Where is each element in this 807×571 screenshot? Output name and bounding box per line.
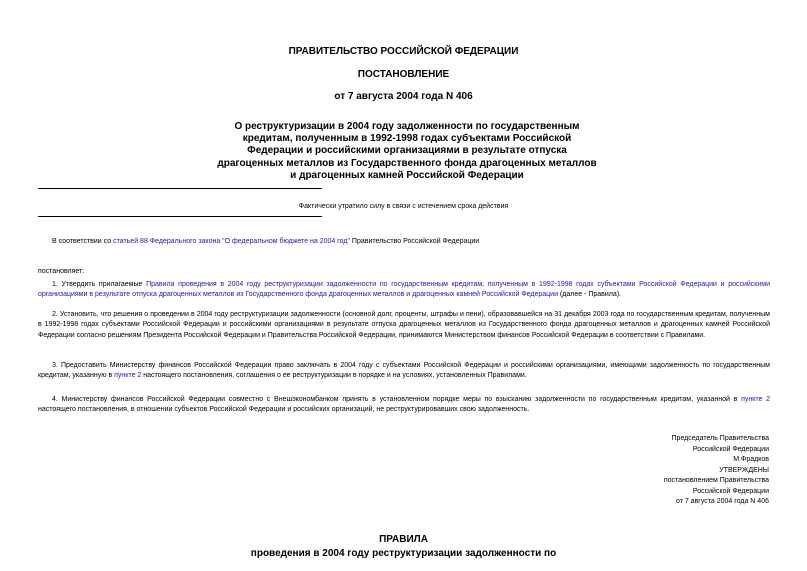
paragraph-3 bbox=[38, 361, 770, 382]
status-note: Фактически утратило силу в связи с истечением срока действия bbox=[298, 203, 509, 210]
approval-line: постановлением Правительства bbox=[663, 477, 769, 484]
signature-line: Российской Федерации bbox=[692, 445, 769, 453]
resolves-word: постановляет: bbox=[38, 268, 85, 275]
clause-2-link[interactable]: пункте 2 bbox=[114, 372, 142, 380]
title-line: и драгоценных камней Российской Федерации bbox=[290, 169, 524, 181]
signature-line: М.Фрадков bbox=[733, 456, 769, 463]
approval-line: от 7 августа 2004 года N 406 bbox=[675, 498, 769, 505]
clause-2-link[interactable]: пункте 2 bbox=[741, 396, 770, 403]
p1-text-pre: 1. Утвердить прилагаемые bbox=[52, 281, 147, 288]
title-line: драгоценных металлов из Государственного фонда драгоценных металлов bbox=[217, 157, 597, 169]
preamble bbox=[38, 237, 770, 247]
p1-text-post: (далее - Правила). bbox=[557, 291, 622, 299]
approval-line: Российской Федерации bbox=[692, 487, 769, 495]
preamble-text-pre: В соответствии со bbox=[52, 238, 114, 245]
divider-bottom bbox=[38, 216, 322, 217]
title-line: О реструктуризации в 2004 году задолженности по государственным bbox=[234, 121, 580, 132]
preamble-text-post: Правительство Российской Федерации bbox=[349, 238, 480, 245]
federal-law-article-88-link[interactable]: статьей 88 Федерального закона "О федеральном бюджете на 2004 год" bbox=[113, 238, 350, 245]
document-title bbox=[200, 121, 614, 182]
government-heading: ПРАВИТЕЛЬСТВО РОССИЙСКОЙ ФЕДЕРАЦИИ bbox=[288, 46, 519, 57]
document-date-number: от 7 августа 2004 года N 406 bbox=[334, 91, 473, 102]
paragraph-4 bbox=[38, 395, 770, 416]
rules-heading: ПРАВИЛА bbox=[379, 534, 428, 545]
p2-text: 2. Установить, что решения о проведении в 2004 году реструктуризации задолженности (основной долг, проценты, штрафы и пени), образовавшейся на 31 декабря 2003 года по государственным кредитам, полученным в 1992-1998 годах субъектами Российской Федерации и российскими организациями в результате отпуска драгоценных металлов из Государственного фонда драгоценных металлов и драгоценных камней Российской Федерации согласно решениям Президента Российской Федерации и Правительства Российской Федерации, принимаются Министерством финансов Российской Федерации в соответствии с Правилами. bbox=[38, 311, 770, 339]
p3-text-pre: 3. Предоставить Министерству финансов Российской Федерации право заключать в 2004 году с субъектами Российской Федерации и российскими организациями, имеющими задолженность по государственным кредитам, указанную в bbox=[38, 362, 770, 380]
rules-subheading: проведения в 2004 году реструктуризации задолженности по bbox=[250, 548, 557, 559]
p4-text-pre: 4. Министерству финансов Российской Федерации совместно с Внешэкономбанком принять в установленном порядке меры по взысканию задолженности по государственным кредитам, указанной в bbox=[52, 396, 742, 403]
p3-text-post: настоящего постановления, соглашения о ее реструктуризации в порядке и на условиях, установленных Правилами. bbox=[141, 372, 527, 380]
p4-text-post: настоящего постановления, в отношении субъектов Российской Федерации и российских организаций, не реструктурировавших свою задолженность. bbox=[38, 406, 530, 414]
document-type-heading: ПОСТАНОВЛЕНИЕ bbox=[357, 69, 450, 80]
divider-top bbox=[38, 188, 322, 189]
title-line: Федерации и российскими организациями в результате отпуска bbox=[247, 145, 567, 157]
paragraph-2 bbox=[38, 310, 770, 341]
title-line: кредитам, полученным в 1992-1998 годах субъектами Российской bbox=[242, 133, 572, 145]
signature-block bbox=[469, 434, 769, 508]
rules-link[interactable]: Правила проведения в 2004 году реструктуризации задолженности по государственным кредитам, полученным в 1992-1998 годах субъектами Российской Федерации и российскими организациями в результате отпуска драгоценных металлов из Государственного фонда драгоценных металлов и драгоценных камней Российской Федерации bbox=[38, 281, 770, 299]
signature-line: Председатель Правительства bbox=[671, 435, 769, 442]
approval-line: УТВЕРЖДЕНЫ bbox=[719, 466, 769, 474]
paragraph-1 bbox=[38, 280, 770, 301]
